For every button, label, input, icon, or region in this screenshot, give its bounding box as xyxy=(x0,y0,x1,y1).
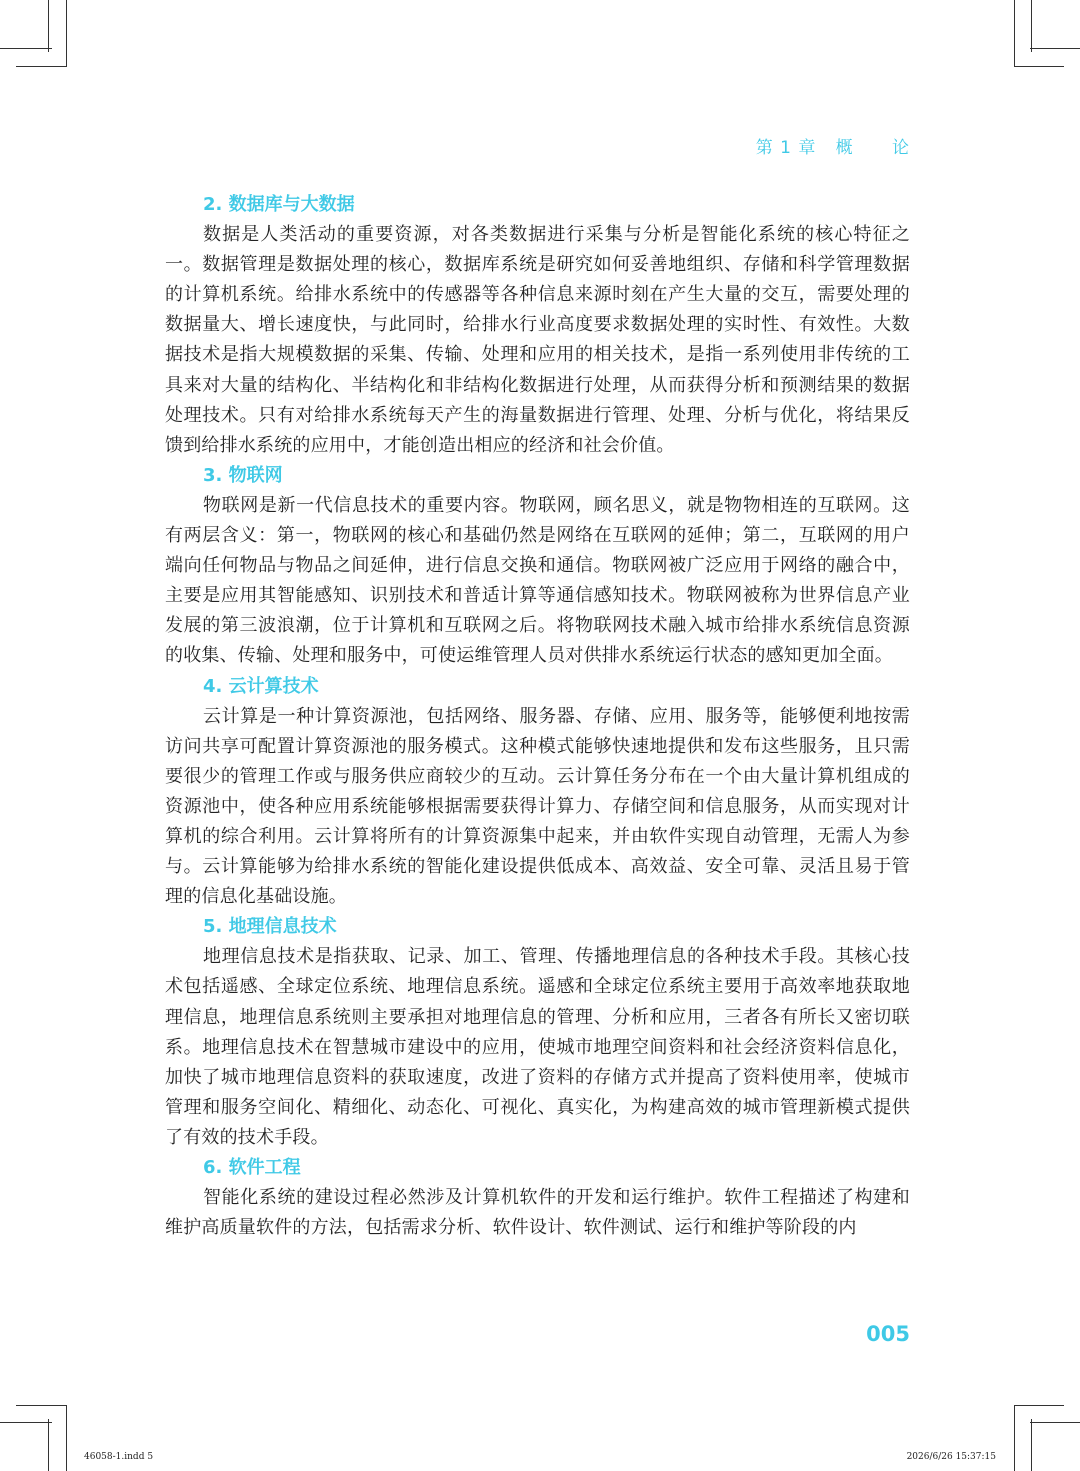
crop-mark xyxy=(1014,1405,1015,1471)
section-paragraph: 云计算是一种计算资源池，包括网络、服务器、存储、应用、服务等，能够便利地按需访问共享可配置计算资源池的服务模式。这种模式能够快速地提供和发布这些服务，且只需要很少的管理工作或与服务供应商较少的互动。云计算任务分布在一个由大量计算机组成的资源池中，使各种应用系统能够根据需要获得计算力、存储空间和信息服务，从而实现对计算机的综合利用。云计算将所有的计算资源集中起来，并由软件实现自动管理，无需人为参与。云计算能够为给排水系统的智能化建设提供低成本、高效益、安全可靠、灵活且易于管理的信息化基础设施。 xyxy=(165,705,910,908)
slug-file-info: 46058-1.indd 5 xyxy=(84,1452,154,1462)
page-number: 005 xyxy=(866,1322,910,1346)
crop-mark xyxy=(1031,1419,1032,1471)
section-paragraph: 地理信息技术是指获取、记录、加工、管理、传播地理信息的各种技术手段。其核心技术包括遥感、全球定位系统、地理信息系统。遥感和全球定位系统主要用于高效率地获取地理信息，地理信息系统则主要承担对地理信息的管理、分析和应用，三者各有所长又密切联系。地理信息技术在智慧城市建设中的应用，使城市地理空间资料和社会经济资料信息化，加快了城市地理信息资料的获取速度，改进了资料的存储方式并提高了资料使用率，使城市管理和服务空间化、精细化、动态化、可视化、真实化，为构建高效的城市管理新模式提供了有效的技术手段。 xyxy=(165,946,910,1148)
crop-mark xyxy=(48,0,49,52)
section-heading: 4. 云计算技术 xyxy=(203,675,319,697)
crop-mark xyxy=(1030,48,1080,49)
section-heading: 5. 地理信息技术 xyxy=(203,916,337,938)
section-heading: 3. 物联网 xyxy=(203,464,283,486)
crop-mark xyxy=(1014,0,1015,67)
section-geographic-information xyxy=(165,912,910,1153)
section-paragraph: 智能化系统的建设过程必然涉及计算机软件的开发和运行维护。软件工程描述了构建和维护高质量软件的方法，包括需求分析、软件设计、软件测试、运行和维护等阶段的内 xyxy=(165,1187,910,1239)
crop-mark xyxy=(1014,66,1064,67)
crop-mark xyxy=(16,66,66,67)
crop-mark xyxy=(1014,1405,1064,1406)
section-database-big-data xyxy=(165,190,910,461)
crop-mark xyxy=(66,0,67,67)
crop-mark xyxy=(66,1405,67,1471)
section-paragraph: 数据是人类活动的重要资源，对各类数据进行采集与分析是智能化系统的核心特征之一。数据管理是数据处理的核心，数据库系统是研究如何妥善地组织、存储和科学管理数据的计算机系统。给排水系统中的传感器等各种信息来源时刻在产生大量的交互，需要处理的数据量大、增长速度快，与此同时，给排水行业高度要求数据处理的实时性、有效性。大数据技术是指大规模数据的采集、传输、处理和应用的相关技术，是指一系列使用非传统的工具来对大量的结构化、半结构化和非结构化数据进行处理，从而获得分析和预测结果的数据处理技术。只有对给排水系统每天产生的海量数据进行管理、处理、分析与优化，将结果反馈到给排水系统的应用中，才能创造出相应的经济和社会价值。 xyxy=(165,224,910,456)
crop-mark xyxy=(1031,0,1032,52)
slug-timestamp: 2026/6/26 15:37:15 xyxy=(906,1452,996,1462)
crop-mark xyxy=(0,1422,52,1423)
crop-mark xyxy=(1030,1422,1080,1423)
section-heading: 6. 软件工程 xyxy=(203,1157,301,1178)
section-iot xyxy=(165,461,910,672)
section-heading: 2. 数据库与大数据 xyxy=(203,194,355,215)
crop-mark xyxy=(0,48,52,49)
section-paragraph: 物联网是新一代信息技术的重要内容。物联网，顾名思义，就是物物相连的互联网。这有两层含义：第一，物联网的核心和基础仍然是网络在互联网的延伸；第二，互联网的用户端向任何物品与物品之间延伸，进行信息交换和通信。物联网被广泛应用于网络的融合中，主要是应用其智能感知、识别技术和普适计算等通信感知技术。物联网被称为世界信息产业发展的第三波浪潮，位于计算机和互联网之后。将物联网技术融入城市给排水系统信息资源的收集、传输、处理和服务中，可使运维管理人员对供排水系统运行状态的感知更加全面。 xyxy=(165,494,910,667)
section-software-engineering xyxy=(165,1153,910,1243)
crop-mark xyxy=(48,1419,49,1471)
crop-mark xyxy=(16,1405,66,1406)
section-cloud-computing xyxy=(165,672,910,913)
page-body xyxy=(165,190,910,1243)
running-head: 第 1 章 概 论 xyxy=(755,138,910,158)
